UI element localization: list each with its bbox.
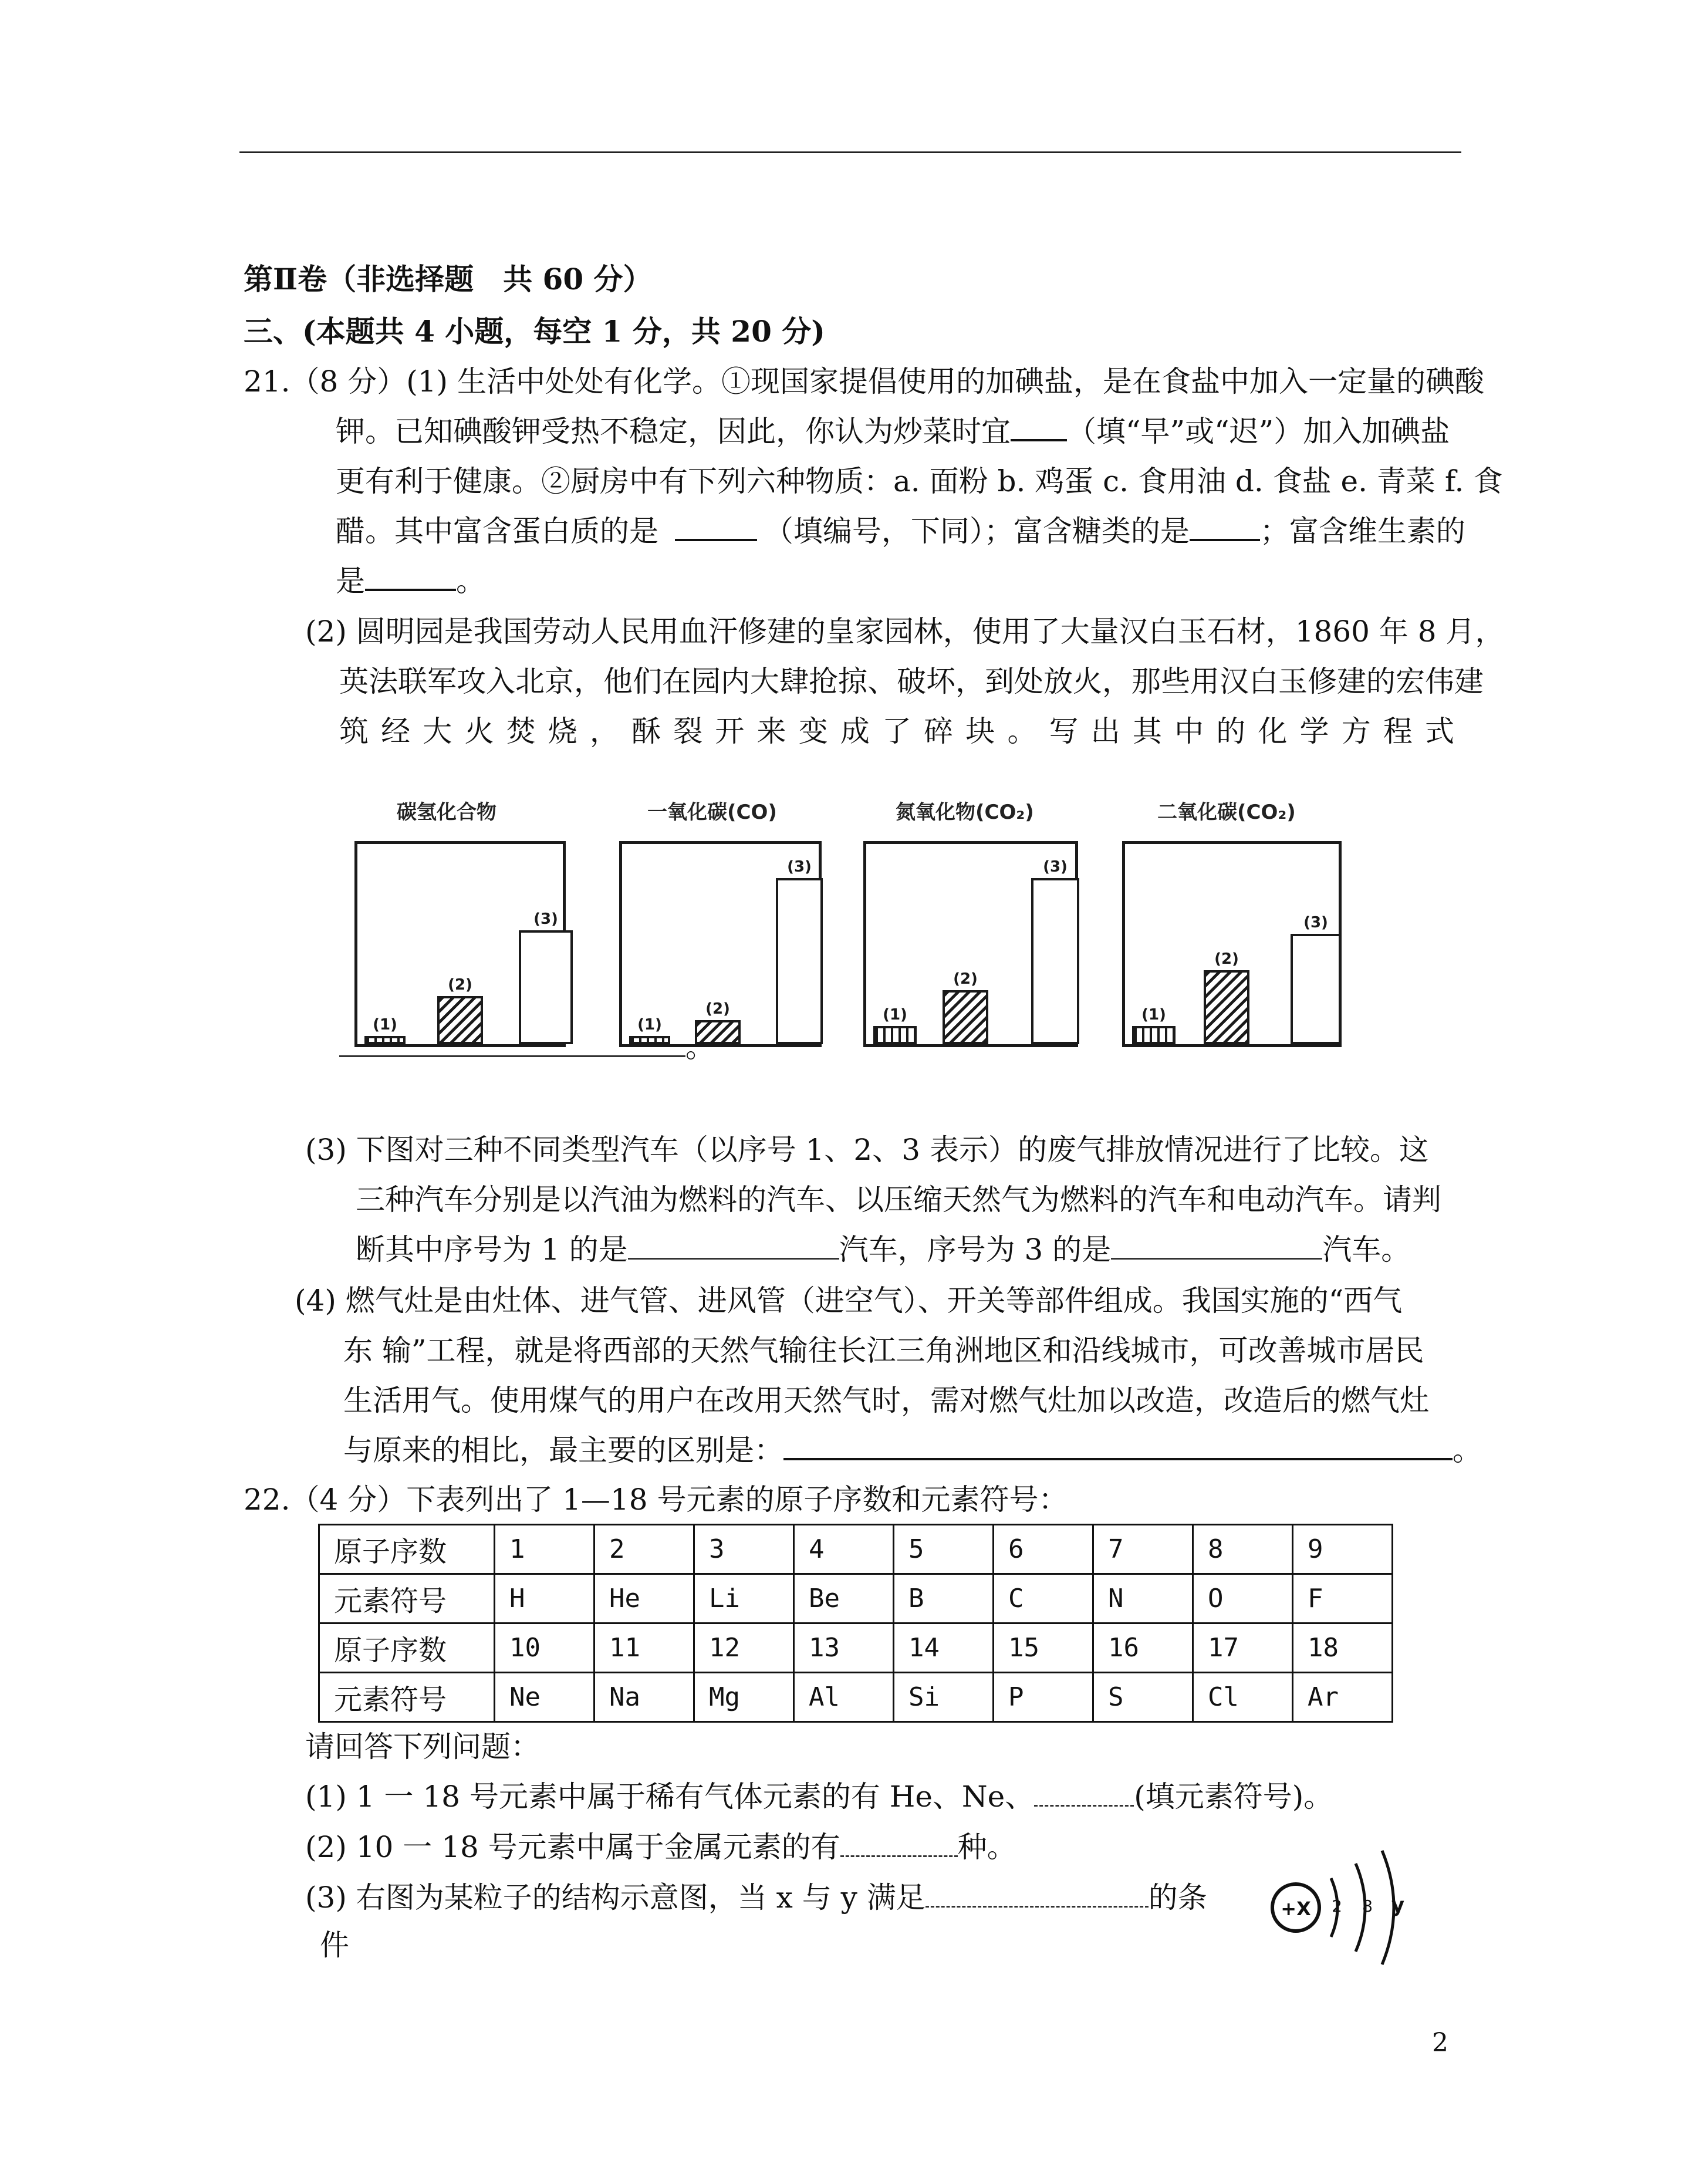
- table-cell: 16: [1093, 1623, 1193, 1673]
- answer-blank-car3[interactable]: [1111, 1234, 1322, 1260]
- row-label: 原子序数: [319, 1623, 495, 1673]
- chart-bar-label: (1): [373, 1016, 397, 1034]
- table-cell: Li: [694, 1574, 794, 1623]
- chart-title: 碳氢化合物: [397, 801, 496, 824]
- answer-blank-early-late[interactable]: [1011, 416, 1067, 441]
- q21-part3-text-b: 汽车，序号为 3 的是: [839, 1233, 1112, 1267]
- table-cell: 12: [694, 1623, 794, 1673]
- q21-line2: [336, 406, 1450, 457]
- answer-blank-sugar[interactable]: [1190, 515, 1260, 541]
- q21-part4-end: 。: [1453, 1433, 1482, 1467]
- table-cell: Al: [794, 1673, 894, 1722]
- page-number: 2: [1432, 2028, 1448, 2058]
- chart-bar-3: [1291, 934, 1341, 1044]
- table-cell: He: [595, 1574, 694, 1623]
- element-table: [318, 1524, 1393, 1723]
- table-row: [319, 1623, 1393, 1673]
- table-row: [319, 1574, 1393, 1623]
- chart-bar-label: (2): [1214, 950, 1239, 968]
- q21-line4-text-c: ；富含维生素的: [1259, 514, 1465, 548]
- q22-sub3-text-a: (3) 右图为某粒子的结构示意图，当 x 与 y 满足: [305, 1881, 926, 1915]
- chart-title: 二氧化碳(CO₂): [1157, 801, 1296, 824]
- table-row: [319, 1525, 1393, 1574]
- table-cell: 5: [894, 1525, 994, 1574]
- row-label: 元素符号: [319, 1574, 495, 1623]
- q21-part4-text: 与原来的相比，最主要的区别是：: [343, 1433, 783, 1467]
- table-cell: 7: [1093, 1525, 1193, 1574]
- row-label: 原子序数: [319, 1525, 495, 1574]
- chart-title: 一氧化碳(CO): [647, 801, 777, 824]
- q21-part2-line3: 筑经大火焚烧，酥裂开来变成了碎块。写出其中的化学方程式: [339, 714, 1454, 748]
- answer-blank-protein[interactable]: [675, 515, 757, 541]
- answer-blank-vitamin[interactable]: [365, 565, 456, 591]
- table-cell: O: [1193, 1574, 1293, 1623]
- table-cell: C: [994, 1574, 1093, 1623]
- equation-answer-line: [339, 1021, 715, 1073]
- table-row: [319, 1673, 1393, 1722]
- chart-bar-3: [776, 878, 823, 1044]
- chart-bar-label: (1): [883, 1006, 907, 1024]
- table-cell: 4: [794, 1525, 894, 1574]
- chart-bar-label: (3): [787, 858, 812, 876]
- atom-structure-diagram: [1262, 1828, 1414, 1987]
- table-cell: 11: [595, 1623, 694, 1673]
- answer-blank-xy-condition[interactable]: [926, 1882, 1149, 1908]
- table-cell: Ne: [495, 1673, 595, 1722]
- q22-sub1-text-a: (1) 1 一 18 号元素中属于稀有气体元素的有 He、Ne、: [305, 1780, 1035, 1814]
- chart-bar-label: (1): [637, 1016, 662, 1034]
- chart-bar-label: (2): [953, 970, 978, 988]
- q21-line5-text-a: 是: [336, 564, 365, 598]
- q22-ask: 请回答下列问题：: [305, 1730, 540, 1764]
- q21-part2-line1: (2) 圆明园是我国劳动人民用血汗修建的皇家园林，使用了大量汉白玉石材，1860 年 8 月，: [305, 615, 1505, 649]
- chart-bar-3: [1031, 878, 1079, 1044]
- q21-line2-text-b: （填“早”或“迟”）加入加碘盐: [1067, 414, 1450, 448]
- q21-part2-line2: 英法联军攻入北京，他们在园内大肆抢掠、破坏，到处放火，那些用汉白玉修建的宏伟建: [339, 664, 1484, 698]
- q21-line1: 21.（8 分）(1) 生活中处处有化学。①现国家提倡使用的加碘盐，是在食盐中加入一定量的碘酸: [244, 364, 1484, 399]
- table-cell: 15: [994, 1623, 1093, 1673]
- table-cell: Be: [794, 1574, 894, 1623]
- chart-bar-label: (3): [1043, 858, 1068, 876]
- q22-sub2: [305, 1821, 1016, 1873]
- table-cell: Si: [894, 1673, 994, 1722]
- chart-bar-2: [943, 990, 988, 1044]
- answer-blank-metal-count[interactable]: [840, 1832, 958, 1857]
- table-cell: P: [994, 1673, 1093, 1722]
- q21-part3-text-c: 汽车。: [1322, 1233, 1411, 1267]
- chart-plot-area: [354, 841, 566, 1047]
- q21-line3: 更有利于健康。②厨房中有下列六种物质：a. 面粉 b. 鸡蛋 c. 食用油 d. 食盐 e. 青菜 f. 食: [336, 464, 1503, 498]
- nucleus-charge: +X: [1281, 1898, 1311, 1920]
- table-cell: Cl: [1193, 1673, 1293, 1722]
- q21-part3-text-a: 断其中序号为 1 的是: [356, 1233, 628, 1267]
- shell-3-electrons: y: [1391, 1893, 1405, 1917]
- q21-line4-text-a: 醋。其中富含蛋白质的是: [336, 514, 658, 548]
- header-rule: [239, 151, 1461, 153]
- chart-bar-label: (2): [705, 1000, 730, 1018]
- shell-2-electrons: 8: [1362, 1896, 1373, 1916]
- table-cell: 18: [1293, 1623, 1393, 1673]
- table-cell: 10: [495, 1623, 595, 1673]
- q22-sub2-text-a: (2) 10 一 18 号元素中属于金属元素的有: [305, 1830, 840, 1864]
- table-cell: Na: [595, 1673, 694, 1722]
- q21-part4-line1: (4) 燃气灶是由灶体、进气管、进风管（进空气）、开关等部件组成。我国实施的“西气: [295, 1284, 1403, 1318]
- q22-sub1-text-b: (填元素符号)。: [1134, 1780, 1333, 1814]
- table-cell: H: [495, 1574, 595, 1623]
- q21-part3-line2: 三种汽车分别是以汽油为燃料的汽车、以压缩天然气为燃料的汽车和电动汽车。请判: [356, 1183, 1441, 1217]
- table-cell: 3: [694, 1525, 794, 1574]
- table-cell: 17: [1193, 1623, 1293, 1673]
- table-cell: B: [894, 1574, 994, 1623]
- chart-bar-2: [1204, 970, 1249, 1044]
- q22-sub3: [305, 1872, 1207, 1923]
- q21-part4-line4: [343, 1425, 1482, 1476]
- table-cell: 14: [894, 1623, 994, 1673]
- table-cell: 1: [495, 1525, 595, 1574]
- table-cell: 6: [994, 1525, 1093, 1574]
- q21-line4-text-b: （填编号，下同）；富含糖类的是: [764, 514, 1190, 548]
- section-title: 第Ⅱ卷（非选择题 共 60 分）: [244, 262, 653, 296]
- q22-sub2-text-b: 种。: [957, 1830, 1016, 1864]
- chart-bar-label: (3): [1303, 914, 1328, 931]
- q21-part3-line1: (3) 下图对三种不同类型汽车（以序号 1、2、3 表示）的废气排放情况进行了比较。这: [305, 1133, 1428, 1167]
- table-cell: 8: [1193, 1525, 1293, 1574]
- q21-part3-line3: [356, 1224, 1410, 1275]
- chart-plot-area: [619, 841, 822, 1047]
- answer-blank-noble-gas[interactable]: [1034, 1781, 1134, 1807]
- table-cell: 2: [595, 1525, 694, 1574]
- q21-line4: [336, 505, 1465, 557]
- table-cell: N: [1093, 1574, 1193, 1623]
- q21-part4-line3: 生活用气。使用煤气的用户在改用天然气时，需对燃气灶加以改造，改造后的燃气灶: [343, 1383, 1429, 1417]
- answer-blank-car1[interactable]: [628, 1234, 839, 1260]
- chart-plot-area: [1122, 841, 1342, 1047]
- chart-bar-1: [873, 1026, 917, 1044]
- q22-sub3-cont: 件: [320, 1928, 349, 1962]
- table-cell: S: [1093, 1673, 1193, 1722]
- q21-line2-text-a: 钾。已知碘酸钾受热不稳定，因此，你认为炒菜时宜: [336, 414, 1011, 448]
- q22-sub3-text-b: 的条: [1148, 1881, 1207, 1915]
- chart-bar-1: [1132, 1026, 1176, 1044]
- part-title: 三、(本题共 4 小题，每空 1 分，共 20 分): [244, 314, 825, 349]
- table-cell: Mg: [694, 1673, 794, 1722]
- chart-title: 氮氧化物(CO₂): [896, 801, 1034, 824]
- shell-1-electrons: 2: [1332, 1896, 1342, 1916]
- q22-intro: 22.（4 分）下表列出了 1—18 号元素的原子序数和元素符号：: [244, 1483, 1068, 1517]
- table-cell: 13: [794, 1623, 894, 1673]
- q22-sub1: [305, 1771, 1333, 1822]
- table-cell: 9: [1293, 1525, 1393, 1574]
- answer-blank-equation[interactable]: [339, 1032, 685, 1057]
- chart-bar-label: (3): [533, 910, 558, 928]
- table-cell: F: [1293, 1574, 1393, 1623]
- chart-plot-area: [863, 841, 1078, 1047]
- equation-line-end: 。: [685, 1030, 715, 1064]
- chart-bar-label: (1): [1141, 1006, 1166, 1024]
- table-cell: Ar: [1293, 1673, 1393, 1722]
- chart-bar-label: (2): [448, 976, 472, 994]
- q21-line5: [336, 555, 485, 607]
- q21-line5-text-b: 。: [456, 564, 485, 598]
- row-label: 元素符号: [319, 1673, 495, 1722]
- q21-part4-line2: 东 输”工程，就是将西部的天然气输往长江三角洲地区和沿线城市，可改善城市居民: [343, 1334, 1424, 1368]
- answer-blank-stove[interactable]: [783, 1434, 1453, 1460]
